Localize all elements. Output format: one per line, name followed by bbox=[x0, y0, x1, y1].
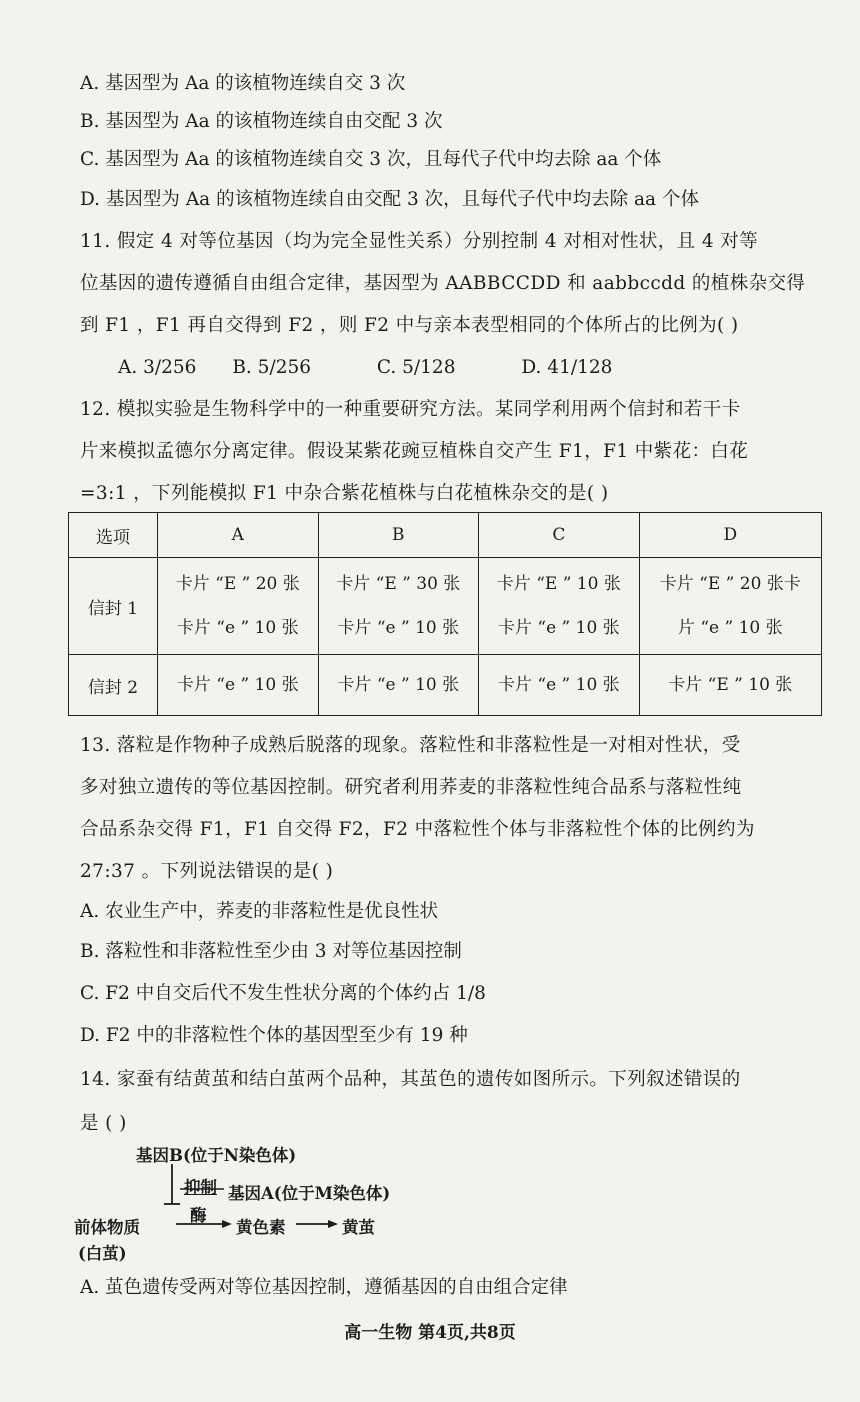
q13-stem-line1: 13. 落粒是作物种子成熟后脱落的现象。落粒性和非落粒性是一对相对性状，受 bbox=[80, 735, 741, 756]
gene-b-label: 基因B(位于N染色体) bbox=[136, 1146, 297, 1165]
q13-stem-line2: 多对独立遗传的等位基因控制。研究者利用荞麦的非落粒性纯合品系与落粒性纯 bbox=[80, 777, 742, 798]
cell-line: 卡片 “e ” 10 张 bbox=[497, 675, 620, 695]
q11-options bbox=[118, 354, 642, 382]
table-header-row bbox=[69, 513, 822, 558]
inhibit-label: 抑制 bbox=[184, 1178, 217, 1197]
cell-line: 卡片 “E ” 20 张卡 bbox=[659, 574, 801, 594]
q11-stem-line2: 位基因的遗传遵循自由组合定律，基因型为 AABBCCDD 和 aabbccdd 的植株杂交得 bbox=[80, 273, 806, 294]
row-label: 信封 1 bbox=[69, 558, 158, 655]
cell-line: 片 “e ” 10 张 bbox=[677, 618, 783, 638]
table-row bbox=[69, 558, 822, 655]
q12-stem-line2: 片来模拟孟德尔分离定律。假设某紫花豌豆植株自交产生 F1，F1 中紫花：白花 bbox=[80, 441, 749, 462]
pigment-arrowhead bbox=[328, 1220, 338, 1228]
page-footer: 高一生物 第4页,共8页 bbox=[344, 1323, 516, 1343]
cell-line: 卡片 “E ” 10 张 bbox=[496, 574, 621, 594]
table-header-cell: C bbox=[479, 513, 640, 558]
table-cell bbox=[318, 655, 479, 716]
enzyme-arrowhead bbox=[222, 1220, 232, 1228]
white-cocoon-label: (白茧) bbox=[78, 1244, 127, 1263]
table-row bbox=[69, 655, 822, 716]
cell-line: 卡片 “E ” 10 张 bbox=[668, 675, 793, 695]
cell-line: 卡片 “e ” 10 张 bbox=[337, 618, 460, 638]
q14-stem-line1: 14. 家蚕有结黄茧和结白茧两个品种，其茧色的遗传如图所示。下列叙述错误的 bbox=[80, 1069, 741, 1090]
q11-option-c: C. 5/128 bbox=[376, 357, 456, 378]
cell-line: 卡片 “e ” 10 张 bbox=[176, 675, 299, 695]
q11-option-b: B. 5/256 bbox=[232, 357, 311, 378]
q13-option-b: B. 落粒性和非落粒性至少由 3 对等位基因控制 bbox=[80, 941, 462, 962]
cell-line: 卡片 “e ” 10 张 bbox=[176, 618, 299, 638]
q13-option-c: C. F2 中自交后代不发生性状分离的个体约占 1/8 bbox=[80, 983, 486, 1004]
table-header-cell: A bbox=[158, 513, 319, 558]
yellow-cocoon-label: 黄茧 bbox=[342, 1218, 375, 1237]
table-header-cell: B bbox=[318, 513, 479, 558]
q10-option-a: A. 基因型为 Aa 的该植物连续自交 3 次 bbox=[80, 73, 406, 94]
cocoon-color-pathway-diagram bbox=[72, 1142, 432, 1262]
q11-option-a: A. 3/256 bbox=[118, 357, 197, 378]
q13-stem-line4: 27:37 。下列说法错误的是( ) bbox=[80, 861, 334, 882]
q13-stem-line3: 合品系杂交得 F1，F1 自交得 F2，F2 中落粒性个体与非落粒性个体的比例约为 bbox=[80, 819, 755, 840]
table-cell bbox=[479, 558, 640, 655]
table-header-cell: 选项 bbox=[69, 513, 158, 558]
cell-line: 卡片 “E ” 30 张 bbox=[336, 574, 461, 594]
table-header-cell: D bbox=[639, 513, 821, 558]
pigment-label: 黄色素 bbox=[236, 1218, 286, 1237]
q11-stem-line1: 11. 假定 4 对等位基因（均为完全显性关系）分别控制 4 对相对性状，且 4 对等 bbox=[80, 231, 759, 252]
q12-card-table bbox=[68, 512, 822, 716]
q11-stem-line3: 到 F1 ，F1 再自交得到 F2 ，则 F2 中与亲本表型相同的个体所占的比例为( ) bbox=[80, 315, 739, 336]
table-cell bbox=[158, 655, 319, 716]
q13-option-d: D. F2 中的非落粒性个体的基因型至少有 19 种 bbox=[80, 1025, 468, 1046]
table-cell bbox=[639, 558, 821, 655]
cell-line: 卡片 “E ” 20 张 bbox=[175, 574, 300, 594]
q12-stem-line3: =3:1 ，下列能模拟 F1 中杂合紫花植株与白花植株杂交的是( ) bbox=[80, 483, 609, 504]
q11-option-d: D. 41/128 bbox=[521, 357, 613, 378]
q13-option-a: A. 农业生产中，荞麦的非落粒性是优良性状 bbox=[80, 901, 439, 922]
cell-line: 卡片 “e ” 10 张 bbox=[337, 675, 460, 695]
enzyme-label: 酶 bbox=[190, 1206, 207, 1225]
precursor-label: 前体物质 bbox=[74, 1218, 140, 1237]
table-cell bbox=[479, 655, 640, 716]
q14-option-a: A. 茧色遗传受两对等位基因控制，遵循基因的自由组合定律 bbox=[80, 1277, 568, 1298]
cell-line: 卡片 “e ” 10 张 bbox=[497, 618, 620, 638]
row-label: 信封 2 bbox=[69, 655, 158, 716]
q10-option-b: B. 基因型为 Aa 的该植物连续自由交配 3 次 bbox=[80, 111, 443, 132]
q10-option-c: C. 基因型为 Aa 的该植物连续自交 3 次，且每代子代中均去除 aa 个体 bbox=[80, 149, 662, 170]
table-cell bbox=[639, 655, 821, 716]
table-cell bbox=[158, 558, 319, 655]
q14-stem-line2: 是 ( ) bbox=[80, 1113, 127, 1134]
table-cell bbox=[318, 558, 479, 655]
q12-stem-line1: 12. 模拟实验是生物科学中的一种重要研究方法。某同学利用两个信封和若干卡 bbox=[80, 399, 741, 420]
q10-option-d: D. 基因型为 Aa 的该植物连续自由交配 3 次，且每代子代中均去除 aa 个体 bbox=[80, 189, 699, 210]
gene-a-label: 基因A(位于M染色体) bbox=[228, 1184, 391, 1203]
